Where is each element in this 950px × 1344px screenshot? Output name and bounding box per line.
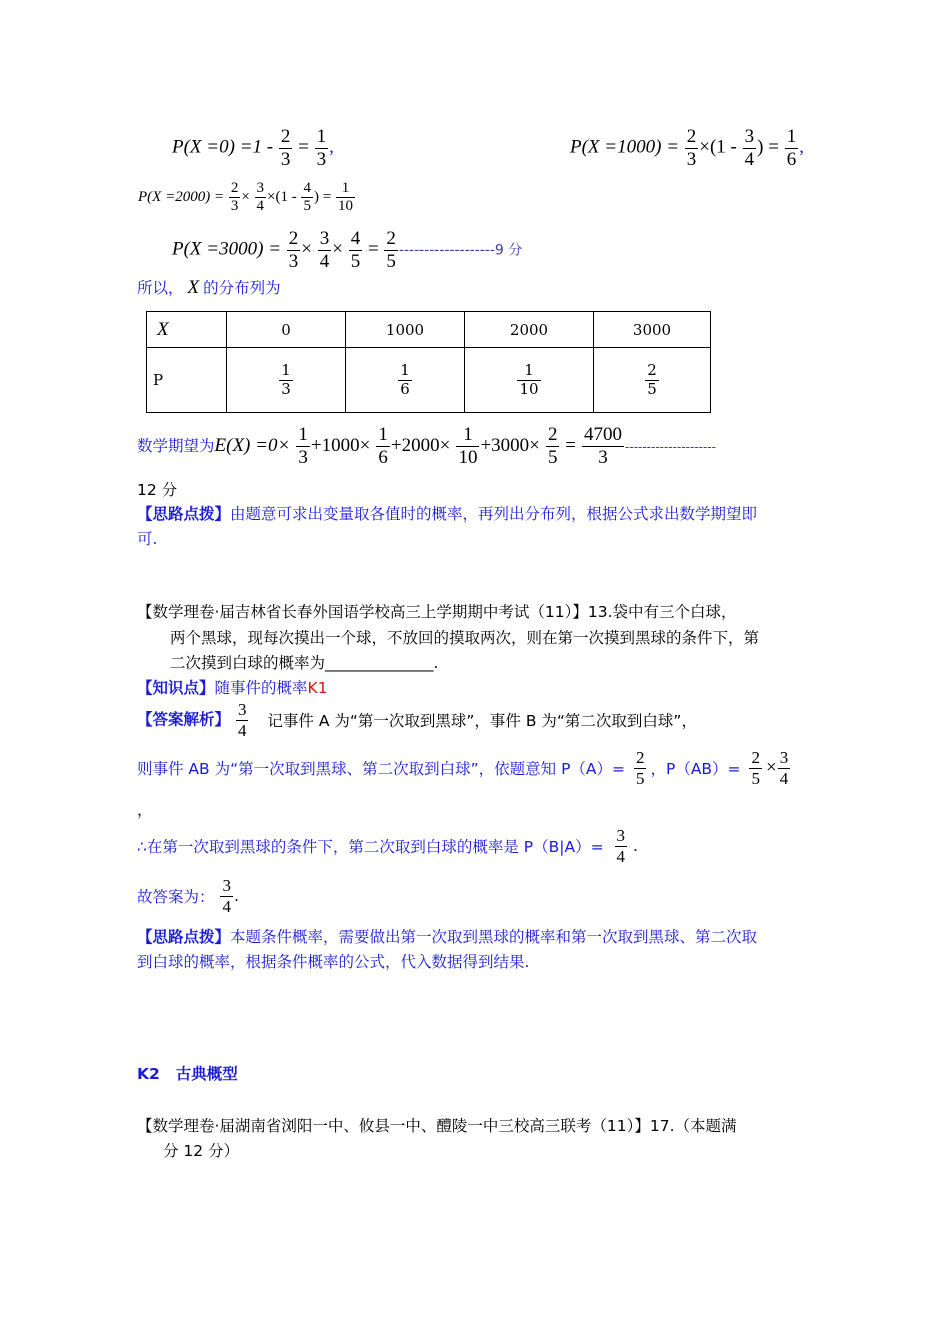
fraction: $\frac{1}{3}$ [316, 126, 327, 170]
hint-2-cont: 到白球的概率，根据条件概率的公式，代入数据得到结果. [137, 953, 530, 971]
fraction: $\frac{4}{5}$ [350, 228, 361, 272]
table-row [147, 348, 711, 413]
fraction: $\frac{2}{5}$ [386, 228, 396, 272]
fraction: $\frac{3}{4}$ [744, 126, 755, 170]
answer-comma: ， [137, 801, 153, 819]
table-cell: $\frac{2}{5}$ [594, 348, 711, 413]
eq-px2000-lhs: P(X =2000) = [138, 189, 225, 206]
eq-px0-lhs: P(X =0) =1 - [172, 136, 274, 158]
table-cell: $\frac{1}{3}$ [227, 348, 346, 413]
table-header-cell: 0 [227, 312, 346, 348]
score-12: 12 分 [137, 481, 178, 499]
table-header-cell: 3000 [594, 312, 711, 348]
q13-line2: 两个黑球，现每次摸出一个球，不放回的摸取两次，则在第一次摸到黑球的条件下，第 [170, 629, 760, 647]
fraction: $\frac{3}{4}$ [319, 228, 330, 272]
expectation-line: 数学期望为E(X) =0× $\frac{1}{3}$ +1000× $\frac{1}{6}$ +2000× $\frac{1}{10}$ +3000× $\frac{2}{5}$ = $\frac{4700}{3}$ --------------------- [137, 424, 716, 468]
table-cell: $\frac{1}{10}$ [465, 348, 594, 413]
fraction: $\frac{1}{6}$ [786, 126, 797, 170]
fraction: $\frac{2}{3}$ [230, 180, 239, 215]
fraction: $\frac{4}{5}$ [303, 180, 311, 215]
q13-line3: 二次摸到白球的概率为______________. [170, 654, 439, 672]
fraction: $\frac{2}{3}$ [280, 126, 291, 170]
hint-1-cont: 可. [137, 530, 158, 548]
eq-px1000: P(X =1000) = $\frac{2}{3}$ ×(1 - $\frac{3}{4}$ ) = $\frac{1}{6}$ , [570, 126, 804, 170]
eq-px2000: P(X =2000) = $\frac{2}{3}$ × $\frac{3}{4}$ ×(1 - $\frac{4}{5}$ ) = $\frac{1}{10}$ [138, 180, 353, 215]
q17-line2: 分 12 分） [163, 1142, 240, 1160]
fraction: $\frac{3}{4}$ [256, 180, 265, 215]
table-row [147, 312, 711, 348]
eq-px3000-lhs: P(X =3000) = [172, 238, 282, 260]
hint-2: 【思路点拨】本题条件概率，需要做出第一次取到黑球的概率和第一次取到黑球、第二次取 [137, 928, 758, 946]
answer-line1: 【答案解析】 $\frac{3}{4}$ 记事件 A 为“第一次取到黑球”，事件 B 为“第二次取到白球”， [137, 700, 697, 740]
answer-line2: 则事件 AB 为“第一次取到黑球、第二次取到白球”，依题意知 P（A）= $\frac{2}{5}$ ，P（AB）= $\frac{2}{5}$ × $\frac{3}{4}$ [137, 748, 789, 788]
score-marker: -------------------9 分 [398, 242, 523, 259]
q13-source: 【数学理卷·届吉林省长春外国语学校高三上学期期中考试（11）】13.袋中有三个白球， [137, 603, 737, 621]
fraction: $\frac{2}{3}$ [686, 126, 697, 170]
table-header-cell: X [147, 312, 227, 348]
table-header-cell: 1000 [346, 312, 465, 348]
table-cell: P [147, 348, 227, 413]
table-header-cell: 2000 [465, 312, 594, 348]
section-heading: K2 古典概型 [137, 1065, 238, 1083]
eq-px3000: P(X =3000) = $\frac{2}{3}$ × $\frac{3}{4}$ × $\frac{4}{5}$ = $\frac{2}{5}$ -------------------9 分 [172, 228, 523, 272]
eq-px0: P(X =0) =1 - $\frac{2}{3}$ = $\frac{1}{3}$ , [172, 126, 334, 170]
eq-px1000-lhs: P(X =1000) = [570, 136, 680, 158]
table-cell: $\frac{1}{6}$ [346, 348, 465, 413]
answer-line3: ∴在第一次取到黑球的条件下，第二次取到白球的概率是 P（B|A）= $\frac{3}{4}$ . [137, 826, 638, 866]
fraction: $\frac{2}{3}$ [288, 228, 299, 272]
q17-line1: 【数学理卷·届湖南省浏阳一中、攸县一中、醴陵一中三校高三联考（11）】17.（本题满 [137, 1117, 737, 1135]
knowledge-point: 【知识点】随事件的概率K1 [137, 679, 328, 697]
dist-intro: 所以， X 的分布列为 [137, 277, 281, 298]
distribution-table [146, 311, 711, 413]
answer-final: 故答案为： $\frac{3}{4}$ . [137, 876, 239, 916]
fraction: $\frac{1}{10}$ [337, 180, 353, 215]
hint-1: 【思路点拨】由题意可求出变量取各值时的概率，再列出分布列，根据公式求出数学期望即 [137, 505, 758, 523]
